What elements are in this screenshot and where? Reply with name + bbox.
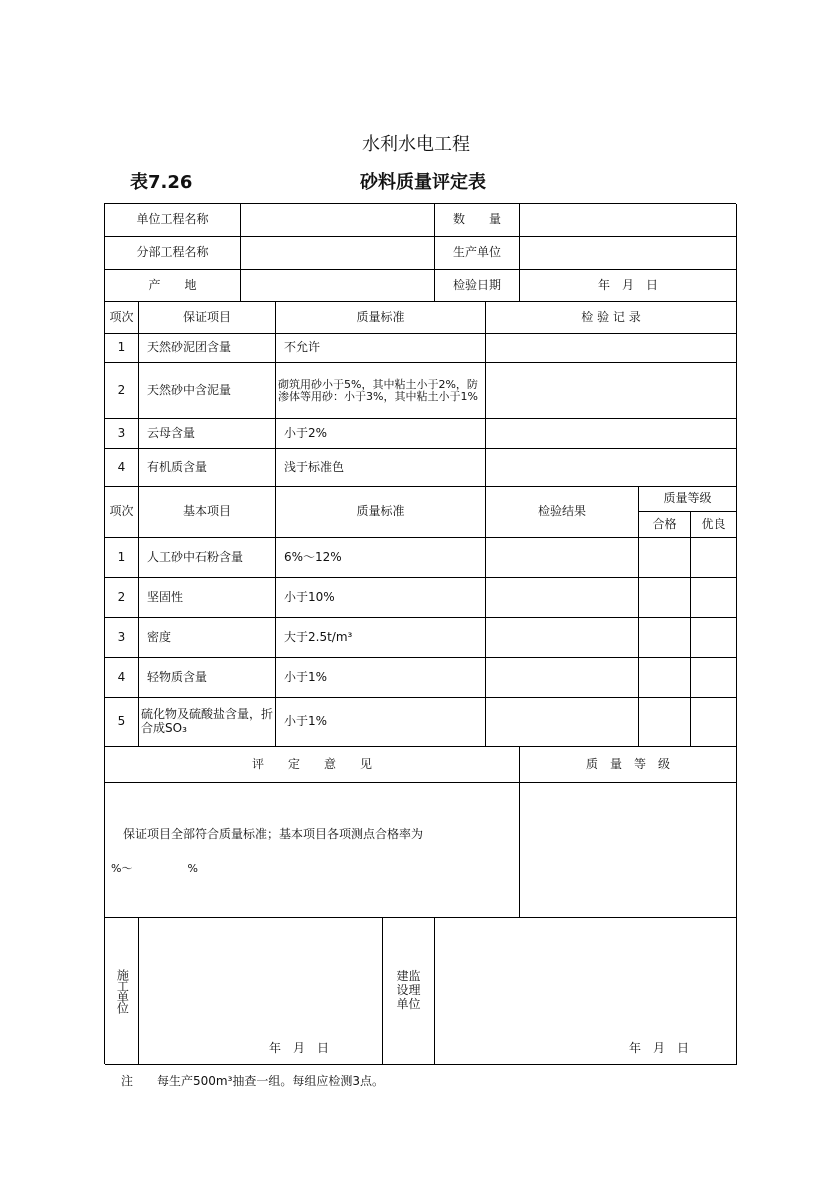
row-no: 4 [105, 658, 139, 698]
row-standard: 浅于标准色 [276, 449, 486, 487]
row-pass-field[interactable] [639, 538, 691, 578]
row-pass-field[interactable] [639, 698, 691, 747]
col-header-record: 检 验 记 录 [486, 302, 737, 334]
row-result-field[interactable] [486, 698, 639, 747]
row-standard: 小于1% [276, 658, 486, 698]
sub-project-label: 分部工程名称 [105, 237, 241, 270]
row-record-field[interactable] [486, 419, 737, 449]
row-no: 5 [105, 698, 139, 747]
row-item: 有机质含量 [139, 449, 276, 487]
inspection-date-field[interactable]: 年 月 日 [520, 270, 737, 302]
unit-project-field[interactable] [241, 204, 435, 237]
row-standard: 小于1% [276, 698, 486, 747]
row-standard: 小于2% [276, 419, 486, 449]
row-no: 2 [105, 363, 139, 419]
row-standard: 小于10% [276, 578, 486, 618]
origin-label: 产 地 [105, 270, 241, 302]
contractor-label: 施工单位 [105, 918, 139, 1065]
col-header-grade: 质量等级 [639, 487, 737, 512]
col-header-result: 检验结果 [486, 487, 639, 538]
inspection-date-label: 检验日期 [435, 270, 520, 302]
row-record-field[interactable] [486, 334, 737, 363]
row-item: 人工砂中石粉含量 [139, 538, 276, 578]
supervisor-signature-field[interactable] [435, 918, 737, 1065]
row-excellent-field[interactable] [691, 658, 737, 698]
row-standard: 砌筑用砂小于5%，其中粘土小于2%，防渗体等用砂：小于3%，其中粘土小于1% [276, 363, 486, 419]
evaluation-opinion-field[interactable] [105, 783, 520, 918]
col-header-guarantee-item: 保证项目 [139, 302, 276, 334]
quality-grade-field[interactable] [520, 783, 737, 918]
row-pass-field[interactable] [639, 578, 691, 618]
row-no: 3 [105, 419, 139, 449]
evaluation-text-line2: %～ % [111, 862, 198, 875]
row-standard: 6%～12% [276, 538, 486, 578]
producer-label: 生产单位 [435, 237, 520, 270]
row-no: 1 [105, 334, 139, 363]
row-item: 密度 [139, 618, 276, 658]
row-item: 轻物质含量 [139, 658, 276, 698]
col-header-excellent: 优良 [691, 512, 737, 538]
row-pass-field[interactable] [639, 658, 691, 698]
page-title: 砂料质量评定表 [360, 172, 486, 193]
origin-field[interactable] [241, 270, 435, 302]
quality-grade-label: 质 量 等 级 [520, 747, 737, 783]
col-header-no: 项次 [105, 487, 139, 538]
unit-project-label: 单位工程名称 [105, 204, 241, 237]
col-header-no: 项次 [105, 302, 139, 334]
row-excellent-field[interactable] [691, 538, 737, 578]
row-no: 4 [105, 449, 139, 487]
contractor-date: 年 月 日 [269, 1041, 330, 1055]
row-pass-field[interactable] [639, 618, 691, 658]
row-excellent-field[interactable] [691, 618, 737, 658]
quantity-label: 数 量 [435, 204, 520, 237]
assessment-table [104, 203, 736, 1064]
producer-field[interactable] [520, 237, 737, 270]
row-item: 天然砂中含泥量 [139, 363, 276, 419]
supervisor-date: 年 月 日 [629, 1041, 690, 1055]
row-item: 硫化物及硫酸盐含量，折合成SO₃ [139, 698, 276, 747]
quantity-field[interactable] [520, 204, 737, 237]
evaluation-text-line1: 保证项目全部符合质量标准；基本项目各项测点合格率为 [123, 827, 424, 841]
sub-project-field[interactable] [241, 237, 435, 270]
row-standard: 大于2.5t/m³ [276, 618, 486, 658]
row-result-field[interactable] [486, 578, 639, 618]
row-item: 云母含量 [139, 419, 276, 449]
col-header-standard: 质量标准 [276, 487, 486, 538]
row-standard: 不允许 [276, 334, 486, 363]
contractor-signature-field[interactable] [139, 918, 383, 1065]
row-record-field[interactable] [486, 363, 737, 419]
row-item: 天然砂泥团含量 [139, 334, 276, 363]
row-result-field[interactable] [486, 538, 639, 578]
row-excellent-field[interactable] [691, 578, 737, 618]
evaluation-opinion-label: 评 定 意 见 [105, 747, 520, 783]
col-header-standard: 质量标准 [276, 302, 486, 334]
row-result-field[interactable] [486, 618, 639, 658]
col-header-basic-item: 基本项目 [139, 487, 276, 538]
org-heading: 水利水电工程 [362, 134, 470, 155]
table-number: 表7.26 [130, 172, 193, 193]
row-no: 1 [105, 538, 139, 578]
row-record-field[interactable] [486, 449, 737, 487]
col-header-pass: 合格 [639, 512, 691, 538]
row-item: 坚固性 [139, 578, 276, 618]
row-no: 3 [105, 618, 139, 658]
row-result-field[interactable] [486, 658, 639, 698]
supervisor-label: 建监设理单位 [383, 918, 435, 1065]
row-no: 2 [105, 578, 139, 618]
footnote: 注 每生产500m³抽查一组。每组应检测3点。 [121, 1074, 385, 1088]
row-excellent-field[interactable] [691, 698, 737, 747]
